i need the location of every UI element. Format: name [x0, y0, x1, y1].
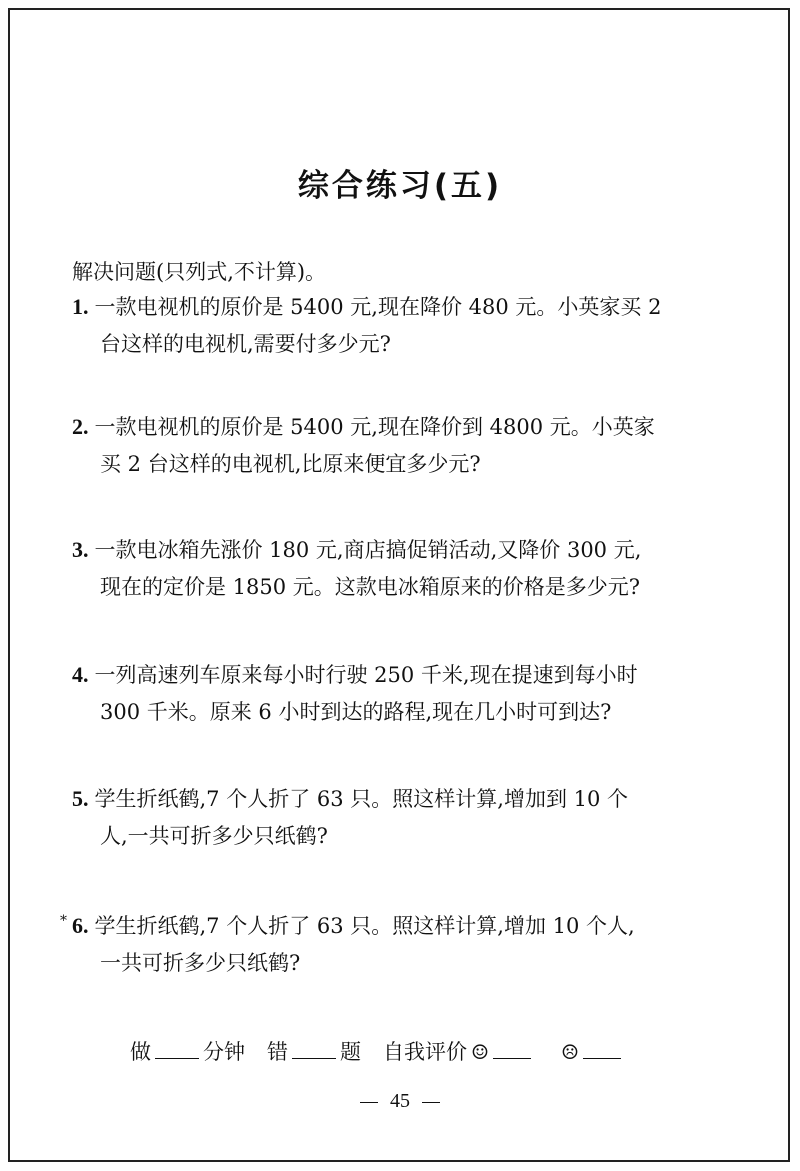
self-assessment-row: [130, 1036, 625, 1066]
sad-blank[interactable]: [583, 1040, 621, 1059]
question-6: [60, 907, 732, 982]
wrong-label: 错: [267, 1040, 288, 1064]
question-line-2: 人,一共可折多少只纸鹤?: [100, 824, 328, 848]
question-line-2: 台这样的电视机,需要付多少元?: [100, 332, 391, 356]
optional-star-mark: *: [60, 913, 67, 929]
question-line-2: 一共可折多少只纸鹤?: [100, 951, 301, 975]
page-title: 综合练习(五): [297, 168, 503, 204]
questions-label: 题: [340, 1040, 361, 1064]
question-line-1: 学生折纸鹤,7 个人折了 63 只。照这样计算,增加 10 个人,: [94, 914, 635, 938]
page-number-dash-left: [360, 1102, 378, 1103]
question-number: 1.: [72, 294, 89, 319]
question-line-2: 现在的定价是 1850 元。这款电冰箱原来的价格是多少元?: [100, 575, 641, 599]
question-line-1: 一款电视机的原价是 5400 元,现在降价 480 元。小英家买 2: [94, 295, 662, 319]
minutes-blank[interactable]: [155, 1040, 199, 1059]
question-line-1: 一款电冰箱先涨价 180 元,商店搞促销活动,又降价 300 元,: [94, 538, 642, 562]
self-eval-label: 自我评价: [383, 1040, 467, 1064]
page-number-dash-right: [422, 1102, 440, 1103]
question-2: [72, 408, 732, 483]
question-line-2: 300 千米。原来 6 小时到达的路程,现在几小时可到达?: [100, 700, 612, 724]
question-5: [72, 780, 732, 855]
sad-face-icon: ☹: [560, 1040, 579, 1064]
question-1: [72, 288, 732, 363]
question-line-1: 一列高速列车原来每小时行驶 250 千米,现在提速到每小时: [94, 663, 638, 687]
instruction-text: 解决问题(只列式,不计算)。: [72, 260, 327, 284]
question-4: [72, 656, 732, 731]
wrong-count-blank[interactable]: [292, 1040, 336, 1059]
question-line-1: 学生折纸鹤,7 个人折了 63 只。照这样计算,增加到 10 个: [94, 787, 629, 811]
question-number: 2.: [72, 414, 89, 439]
page-number-value: 45: [390, 1090, 410, 1112]
question-number: 6.: [72, 913, 89, 938]
minutes-label: 分钟: [203, 1040, 245, 1064]
do-label: 做: [130, 1040, 151, 1064]
page-number: [0, 1090, 800, 1113]
question-3: [72, 531, 732, 606]
happy-face-icon: ☺: [471, 1040, 489, 1064]
question-line-1: 一款电视机的原价是 5400 元,现在降价到 4800 元。小英家: [94, 415, 655, 439]
question-line-2: 买 2 台这样的电视机,比原来便宜多少元?: [100, 452, 481, 476]
question-number: 3.: [72, 537, 89, 562]
happy-blank[interactable]: [493, 1040, 531, 1059]
question-number: 4.: [72, 662, 89, 687]
question-number: 5.: [72, 786, 89, 811]
